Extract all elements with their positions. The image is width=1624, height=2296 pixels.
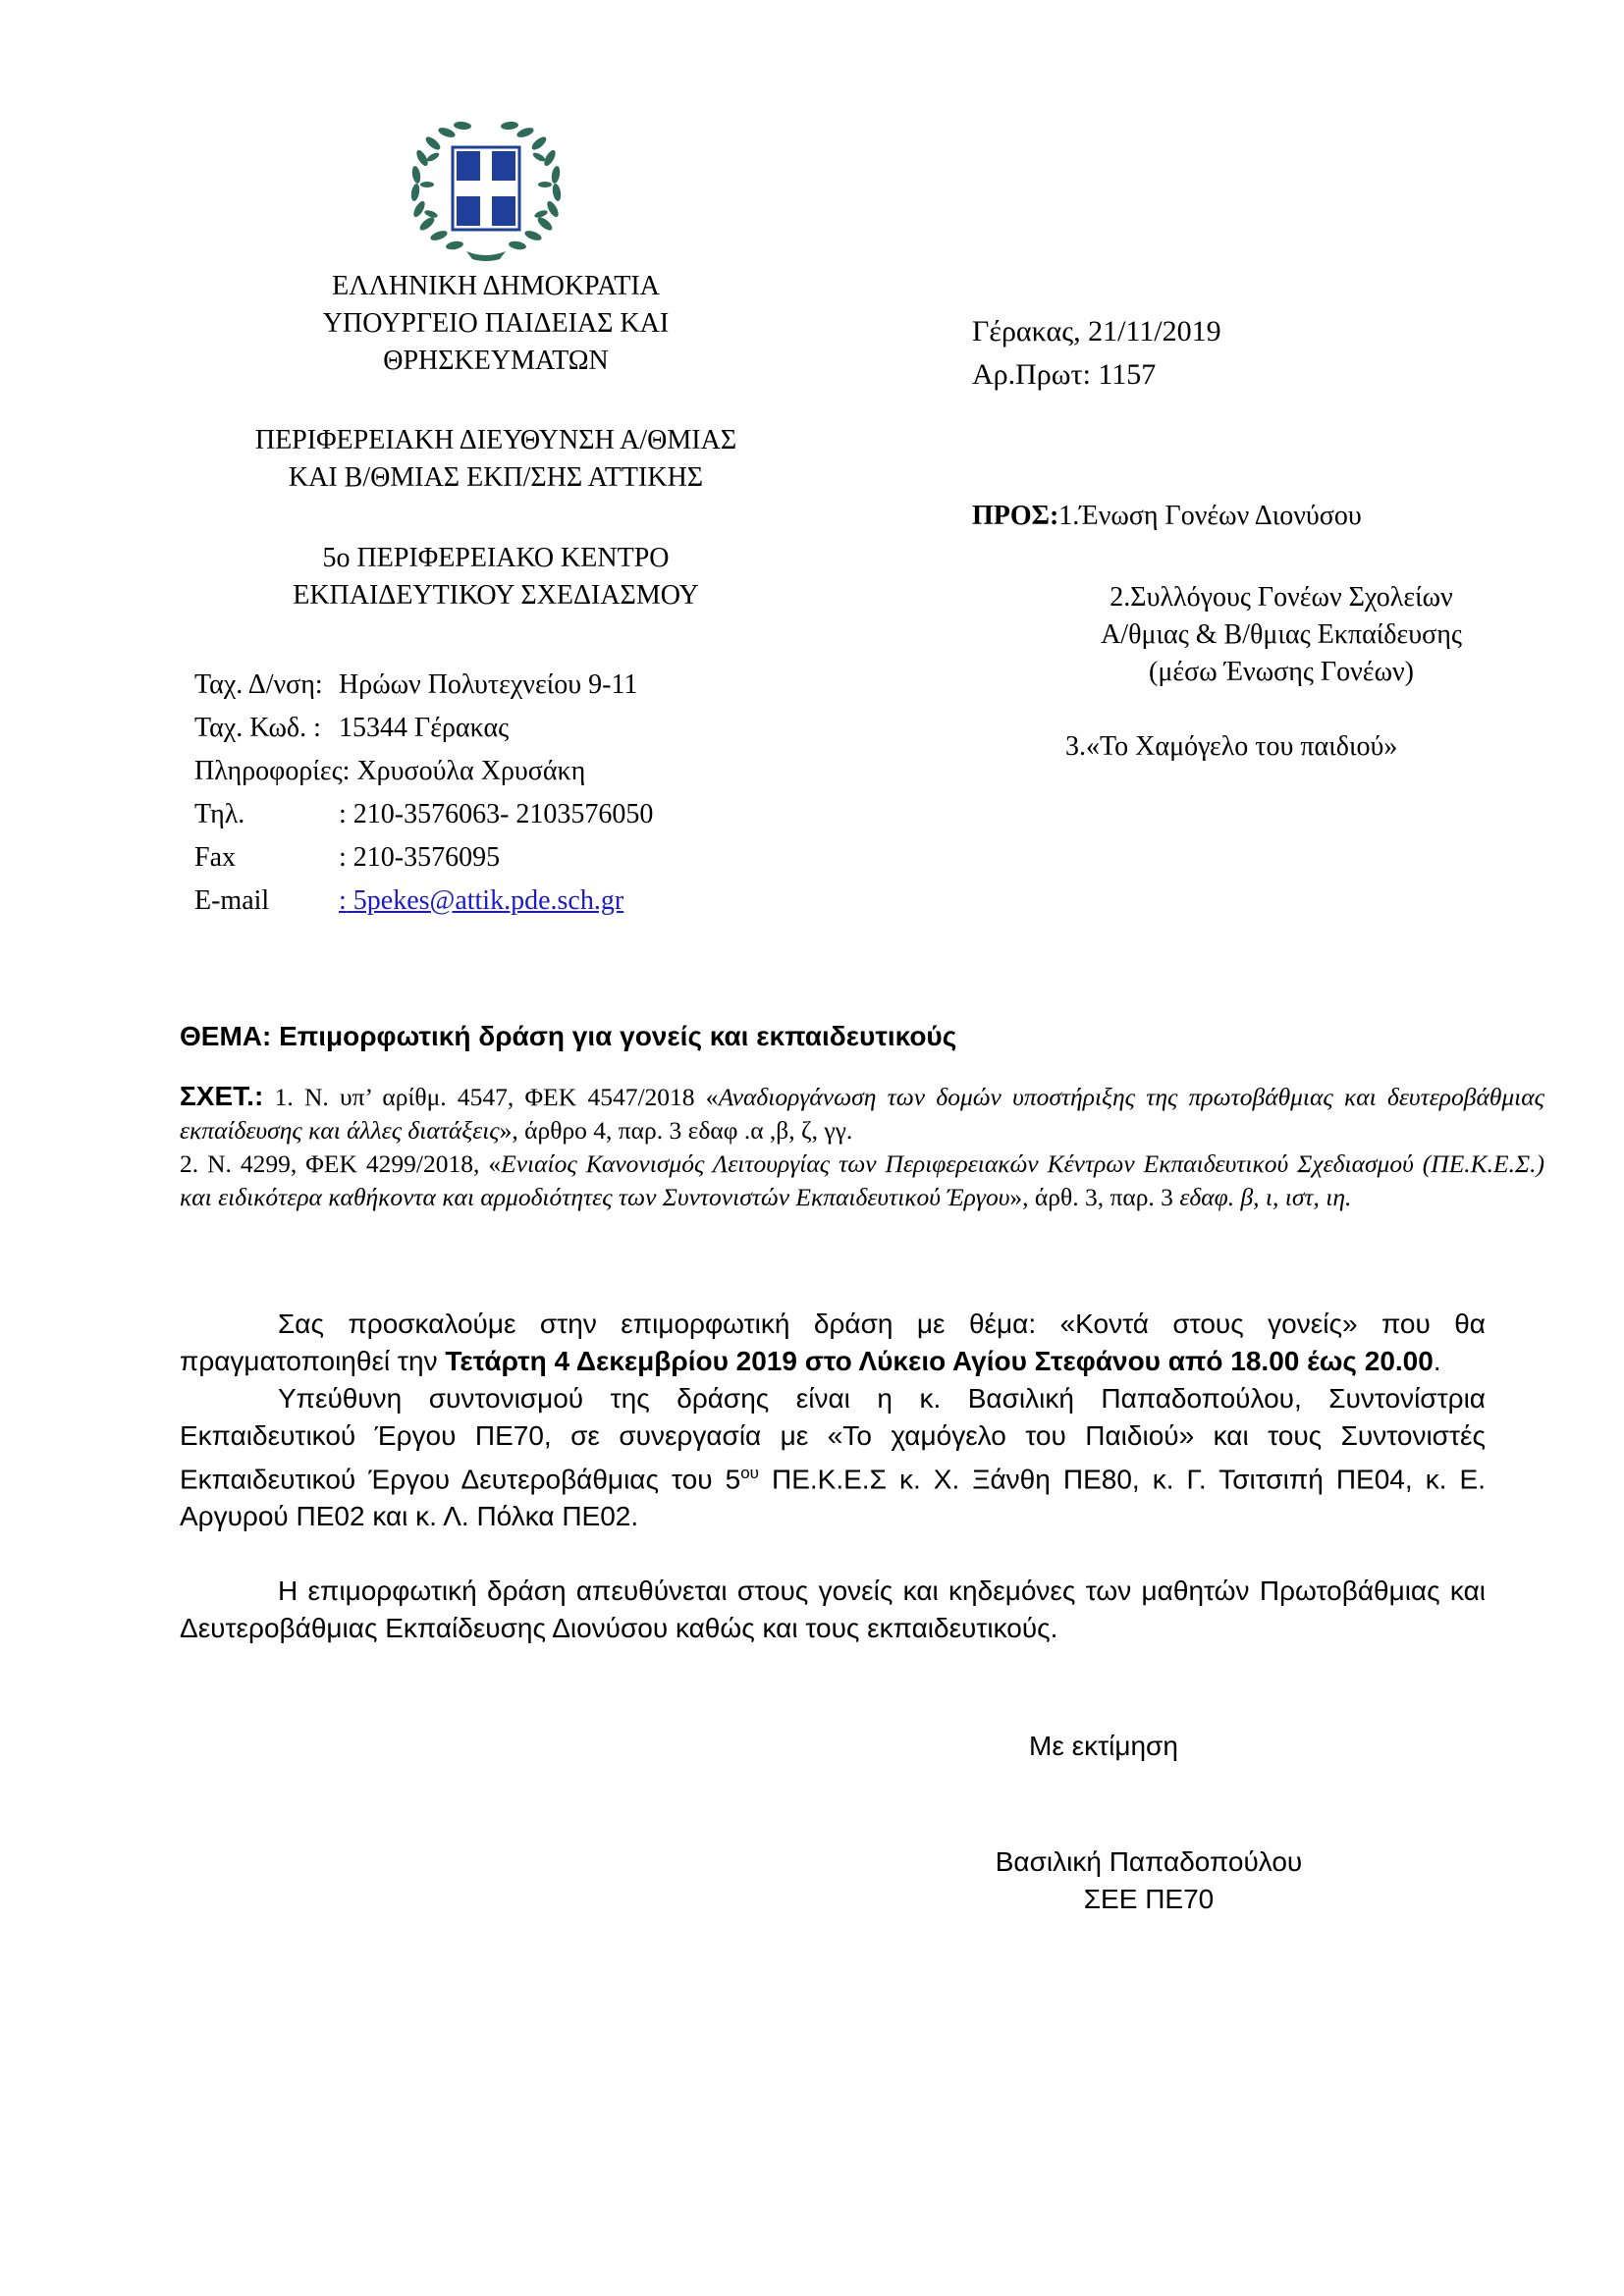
date-protocol-block — [972, 310, 1221, 397]
subject-line: ΘΕΜΑ: Επιμορφωτική δράση για γονείς και εκπαιδευτικούς — [180, 1021, 957, 1051]
email-row — [194, 880, 653, 923]
signature-block — [972, 1843, 1326, 1918]
reference-2 — [180, 1148, 1544, 1214]
signer-title: ΣΕΕ ΠΕ70 — [1083, 1884, 1215, 1914]
reference-1-end: », άρθρο 4, παρ. 3 εδαφ .α ,β, ζ, γγ. — [499, 1116, 853, 1145]
phone-value: : 210-3576063- 2103576050 — [339, 799, 654, 829]
ministry-header — [245, 268, 746, 380]
regional-directorate-header — [191, 422, 800, 497]
region-line2: ΚΑΙ Β/ΘΜΙΑΣ ΕΚΠ/ΣΗΣ ΑΤΤΙΚΗΣ — [288, 462, 704, 493]
address-row — [194, 664, 653, 707]
paragraph-invitation-start: Σας προσκαλούμε στην επιμορφωτική δράση με θέμα: «Κοντά στους γονείς» που θα πραγματοποιηθεί την — [180, 1308, 1486, 1376]
reference-2-mid: », άρθ. 3, παρ. 3 — [1009, 1183, 1180, 1211]
phone-row — [194, 793, 653, 836]
paragraph-audience: Η επιμορφωτική δράση απευθύνεται στους γονείς και κηδεμόνες των μαθητών Πρωτοβάθμιας και Δευτεροβάθμιας Εκπαίδευσης Διονύσου καθώς και τους εκπαιδευτικούς. — [180, 1575, 1486, 1644]
info-row — [194, 750, 653, 793]
place-date: Γέρακας, 21/11/2019 — [972, 315, 1221, 347]
email-prefix: : — [339, 885, 347, 916]
fax-row — [194, 836, 653, 880]
address-label: Ταχ. Δ/νση: — [194, 669, 323, 700]
planning-center-header — [241, 540, 751, 614]
paragraph-coordination-start: Υπεύθυνη συντονισμού της δράσης είναι η κ. Βασιλική Παπαδοπούλου, Συντονίστρια Εκπαιδευτικού Έργου ΠΕ70, σε συνεργασία με «Το χαμόγελο του Παιδιού» και τους Συντονιστές Εκπαιδευτικού Έργου Δευτεροβάθμιας του 5 — [180, 1383, 1486, 1495]
closing-salutation: Με εκτίμηση — [1029, 1731, 1178, 1761]
signer-name: Βασιλική Παπαδοπούλου — [995, 1846, 1303, 1877]
references-label: ΣΧΕΤ.: — [180, 1081, 264, 1111]
reference-1 — [180, 1080, 1544, 1148]
email-address: 5pekes@attik.pde.sch.gr — [346, 885, 624, 916]
paragraph-coordination-end: ΠΕ.Κ.Ε.Σ κ. Χ. Ξάνθη ΠΕ80, κ. Γ. Τσιτσιπή ΠΕ04, κ. Ε. Αργυρού ΠΕ02 και κ. Λ. Πόλκα ΠΕ02. — [180, 1464, 1486, 1532]
address-value: Ηρώων Πολυτεχνείου 9-11 — [339, 669, 638, 700]
region-line1: ΠΕΡΙΦΕΡΕΙΑΚΗ ΔΙΕΥΘΥΝΣΗ Α/ΘΜΙΑΣ — [254, 425, 737, 455]
recipient-3: 3.«Το Χαμόγελο του παιδιού» — [1065, 731, 1398, 762]
references-block — [180, 1080, 1544, 1214]
recipient-1: 1.Ένωση Γονέων Διονύσου — [1058, 501, 1362, 531]
email-label: E-mail — [194, 885, 270, 916]
recipient-2-line3: (μέσω Ένωσης Γονέων) — [1149, 657, 1414, 687]
paragraph-invitation-end: . — [1433, 1346, 1441, 1376]
recipients-to — [972, 498, 1362, 535]
reference-2-title: Ενιαίος Κανονισμός Λειτουργίας των Περιφερειακών Κέντρων Εκπαιδευτικού Σχεδιασμού (ΠΕ.Κ.Ε.Σ.) και ειδικότερα καθήκοντα και αρμοδιότητες των Συντονιστών Εκπαιδευτικού Έργου — [180, 1149, 1545, 1211]
reference-1-start: 1. Ν. υπ’ αρίθμ. 4547, ΦΕΚ 4547/2018 « — [263, 1083, 719, 1111]
center-line2: ΕΚΠΑΙΔΕΥΤΙΚΟΥ ΣΧΕΔΙΑΣΜΟΥ — [293, 580, 699, 611]
fax-label: Fax — [194, 842, 236, 873]
email-link[interactable] — [339, 885, 623, 916]
recipient-2-line1: 2.Συλλόγους Γονέων Σχολείων — [1110, 582, 1453, 613]
reference-2-end: εδαφ. β, ι, ιστ, ιη. — [1179, 1183, 1352, 1211]
center-line1: 5ο ΠΕΡΙΦΕΡΕΙΑΚΟ ΚΕΝΤΡΟ — [322, 543, 670, 573]
reference-2-start: 2. Ν. 4299, ΦΕΚ 4299/2018, « — [180, 1149, 502, 1178]
ministry-name-line2: ΘΡΗΣΚΕΥΜΑΤΩΝ — [383, 346, 609, 376]
reference-1-title: Αναδιοργάνωση των δομών υποστήριξης της πρωτοβάθμιας και δευτεροβάθμιας εκπαίδευσης και άλλες διατάξεις — [180, 1083, 1545, 1145]
ordinal-superscript: ου — [740, 1464, 759, 1482]
zip-value: 15344 Γέρακας — [339, 713, 510, 743]
to-label: ΠΡΟΣ: — [972, 501, 1059, 531]
recipient-2 — [1056, 579, 1507, 691]
recipients-list — [1065, 579, 1507, 766]
event-date-location: Τετάρτη 4 Δεκεμβρίου 2019 στο Λύκειο Αγίου Στεφάνου από 18.00 έως 20.00 — [445, 1346, 1434, 1376]
recipient-2-line2: Α/θμιας & Β/θμιας Εκπαίδευσης — [1101, 619, 1462, 650]
phone-label: Τηλ. — [194, 799, 245, 829]
ministry-name-line1: ΥΠΟΥΡΓΕΙΟ ΠΑΙΔΕΙΑΣ ΚΑΙ — [322, 308, 670, 339]
fax-value: : 210-3576095 — [339, 842, 501, 873]
letter-body — [180, 1306, 1486, 1647]
zip-label: Ταχ. Κωδ. : — [194, 713, 321, 743]
zip-row — [194, 707, 653, 750]
contact-details — [194, 664, 653, 923]
country-name: ΕΛΛΗΝΙΚΗ ΔΗΜΟΚΡΑΤΙΑ — [332, 271, 660, 301]
paragraph-invitation — [180, 1306, 1486, 1380]
protocol-number: Αρ.Πρωτ: 1157 — [972, 358, 1157, 391]
paragraph-coordination — [180, 1380, 1486, 1535]
info-value: Πληροφορίες: Χρυσούλα Χρυσάκη — [194, 756, 586, 786]
greek-coat-of-arms-emblem — [398, 116, 574, 263]
